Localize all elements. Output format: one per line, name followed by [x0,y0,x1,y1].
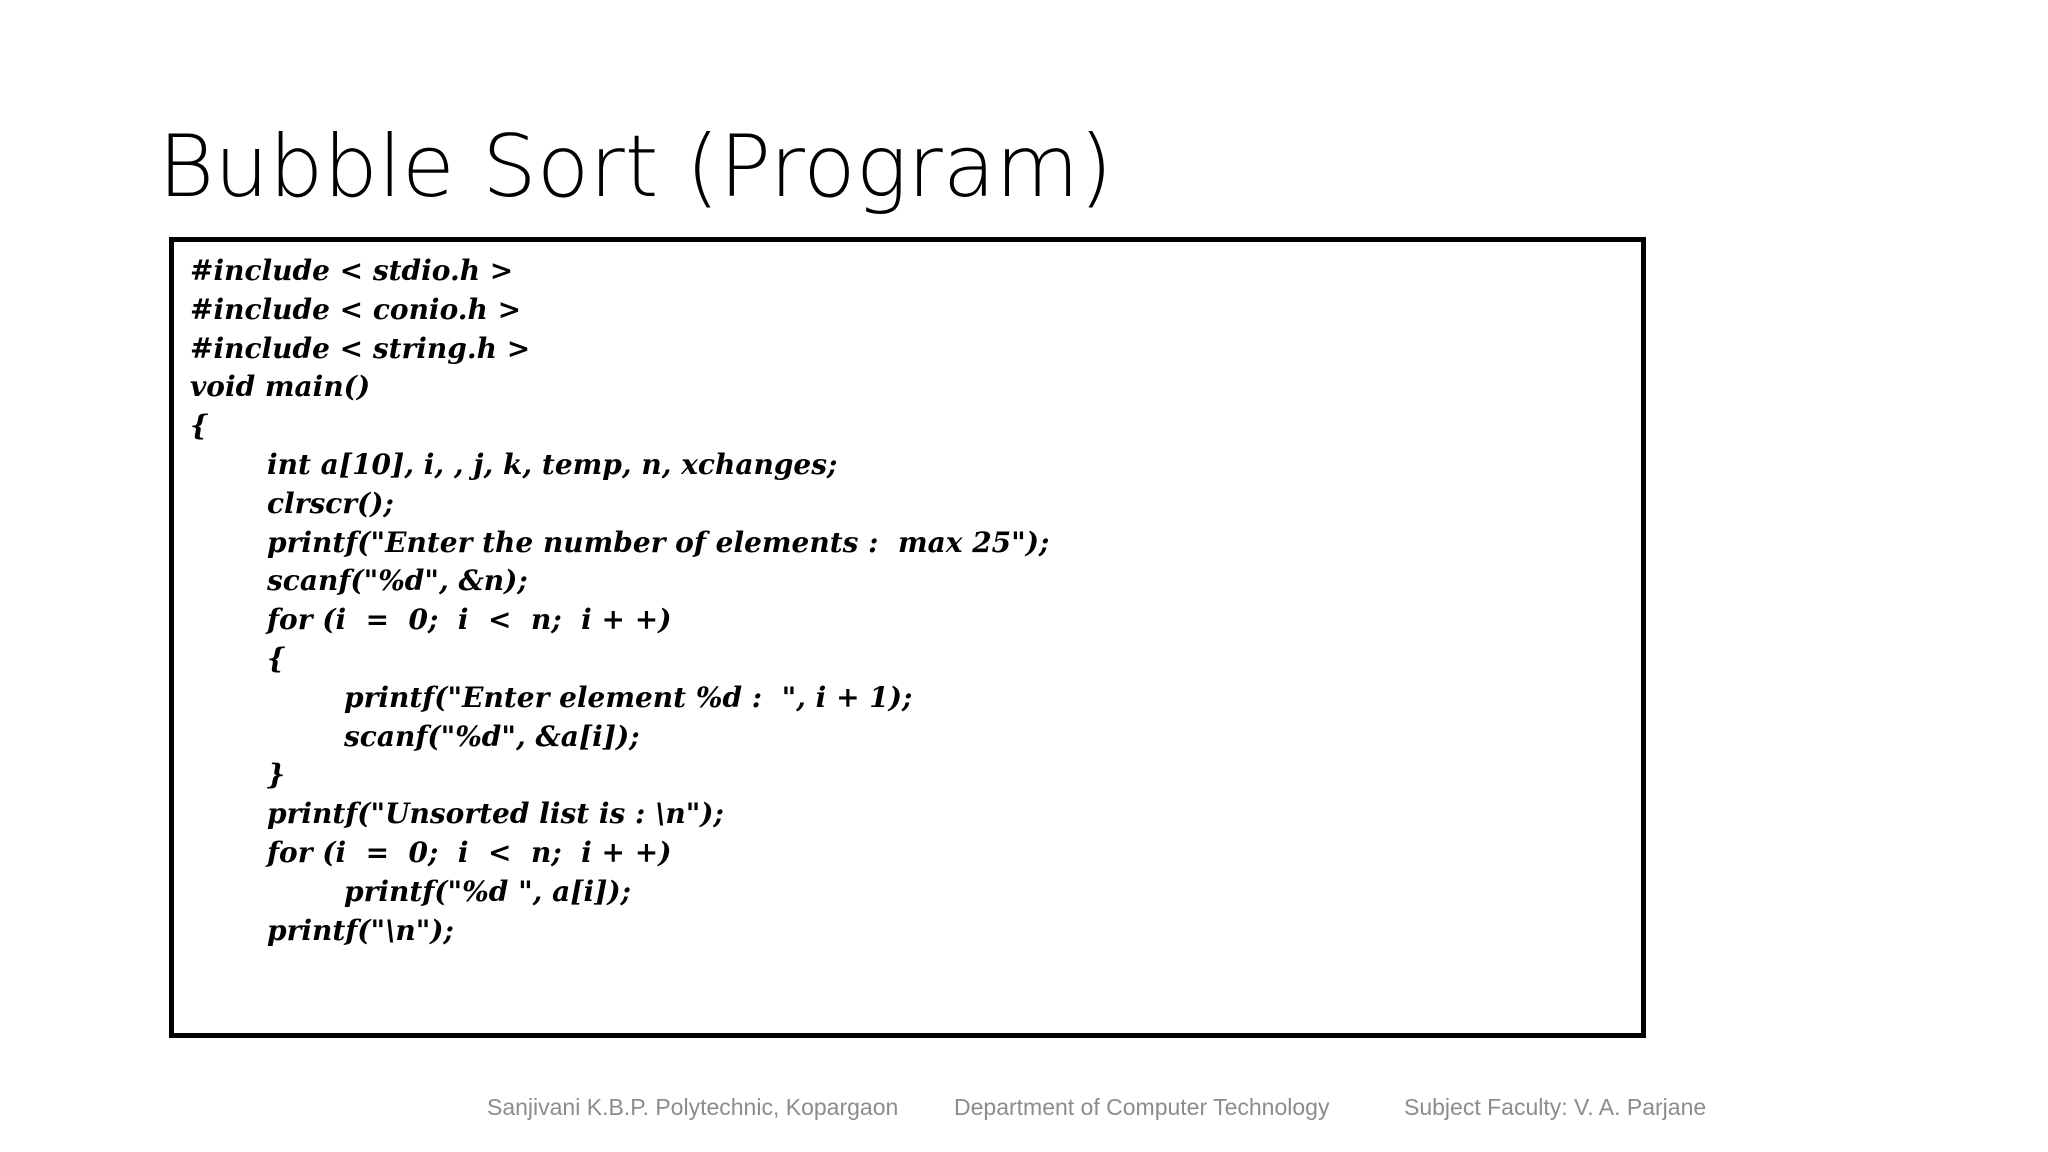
footer-department: Department of Computer Technology [954,1094,1330,1120]
code-line: { [267,641,286,675]
slide-title: Bubble Sort (Program) [158,117,1113,217]
code-line: scanf("%d", &n); [267,564,528,598]
code-line: printf("%d ", a[i]); [344,874,632,908]
code-line: #include < conio.h > [190,292,522,326]
code-line: int a[10], i, , j, k, temp, n, xchanges; [267,447,838,481]
code-line: #include < string.h > [190,331,531,365]
code-line: void main() [190,370,371,404]
code-line: { [190,409,209,443]
code-line: printf("Enter the number of elements : max 25"); [267,525,1050,559]
code-line: scanf("%d", &a[i]); [344,719,640,753]
code-box [169,237,1646,1038]
footer-institution: Sanjivani K.B.P. Polytechnic, Kopargaon [487,1094,899,1120]
slide-footer [0,1094,2048,1134]
code-line: clrscr(); [267,486,394,520]
footer-faculty: Subject Faculty: V. A. Parjane [1404,1094,1707,1120]
code-line: for (i = 0; i < n; i + +) [267,603,672,637]
code-line: for (i = 0; i < n; i + +) [267,835,672,869]
code-line: #include < stdio.h > [190,254,514,287]
code-line: } [267,758,286,792]
code-line: printf("Unsorted list is : \n"); [267,797,724,831]
code-line: printf("Enter element %d : ", i + 1); [344,680,913,714]
code-line: printf("\n"); [267,913,454,947]
